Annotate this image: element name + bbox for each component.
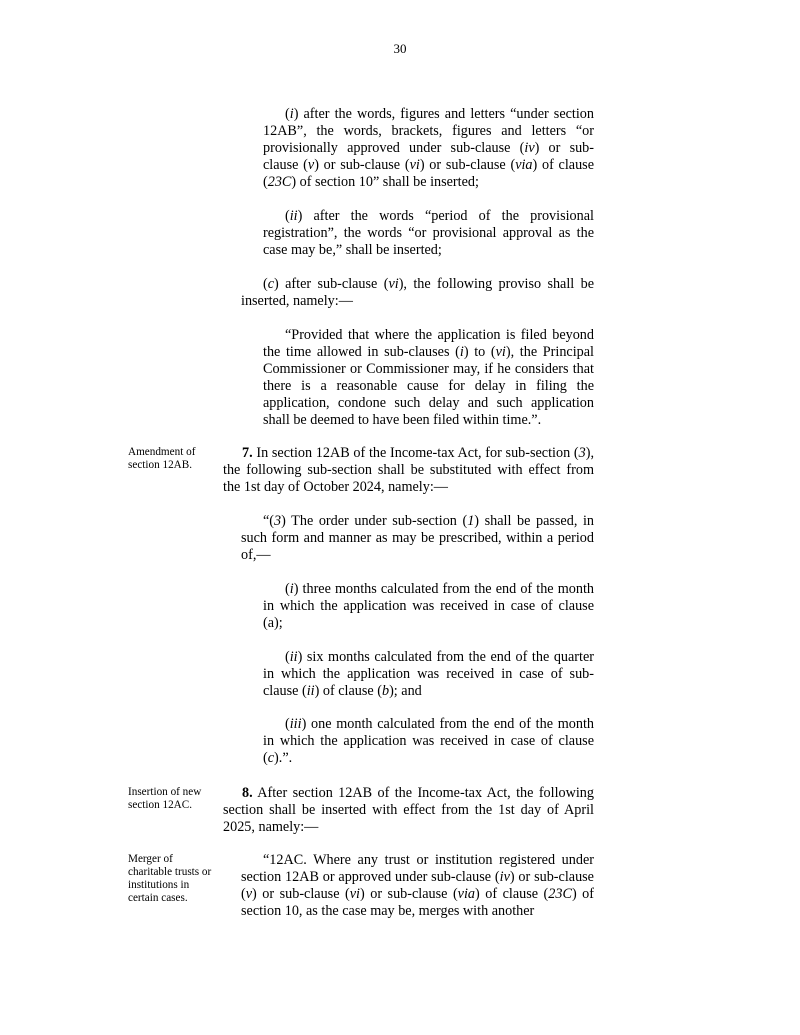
section-8: 8. After section 12AB of the Income-tax Act, the following section shall be inserted with effect from the 1st day of April 2025, namely:— [223, 785, 594, 835]
period-clause-ii: (ii) six months calculated from the end of the quarter in which the application was received in case of sub-clause (ii) of clause (b); and [263, 649, 594, 699]
marginal-note-insertion-12ac: Insertion of new section 12AC. [128, 786, 202, 811]
page-number: 30 [393, 41, 407, 56]
period-clause-iii: (iii) one month calculated from the end of the month in which the application was received in case of clause (c).”. [263, 716, 594, 766]
proviso-text: “Provided that where the application is filed beyond the time allowed in sub-clauses (i) to (vi), the Principal Commissioner or Commissioner may, if he considers that there is a reasonable cause for delay in filing the application, condone such delay and such application shall be deemed to have been filed within time.”. [263, 327, 594, 428]
period-clause-i: (i) three months calculated from the end of the month in which the application was received in case of clause (a); [263, 581, 594, 631]
clause-i-amendment: (i) after the words, figures and letters “under section 12AB”, the words, brackets, figures and letters “or provisionally approved under sub-clause (iv) or sub-clause (v) or sub-clause (vi) or sub-clause (via) of clause (23C) of section 10” shall be inserted; [263, 106, 594, 190]
section-7: 7. In section 12AB of the Income-tax Act, for sub-section (3), the following sub-section shall be substituted with effect from the 1st day of October 2024, namely:— [223, 445, 594, 495]
clause-c-amendment: (c) after sub-clause (vi), the following proviso shall be inserted, namely:— [241, 276, 594, 309]
clause-ii-amendment: (ii) after the words “period of the provisional registration”, the words “or provisional approval as the case may be,” shall be inserted; [263, 208, 594, 258]
section-12ac-text: “12AC. Where any trust or institution registered under section 12AB or approved under sub-clause (iv) or sub-clause (v) or sub-clause (vi) or sub-clause (via) of clause (23C) of section 10, as the case may be, merges with another [241, 852, 594, 919]
sub-section-3-text: “(3) The order under sub-section (1) shall be passed, in such form and manner as may be prescribed, within a period of,— [241, 513, 594, 563]
marginal-note-amendment-12ab: Amendment of section 12AB. [128, 446, 196, 471]
marginal-note-merger: Merger of charitable trusts or institutions in certain cases. [128, 853, 212, 904]
